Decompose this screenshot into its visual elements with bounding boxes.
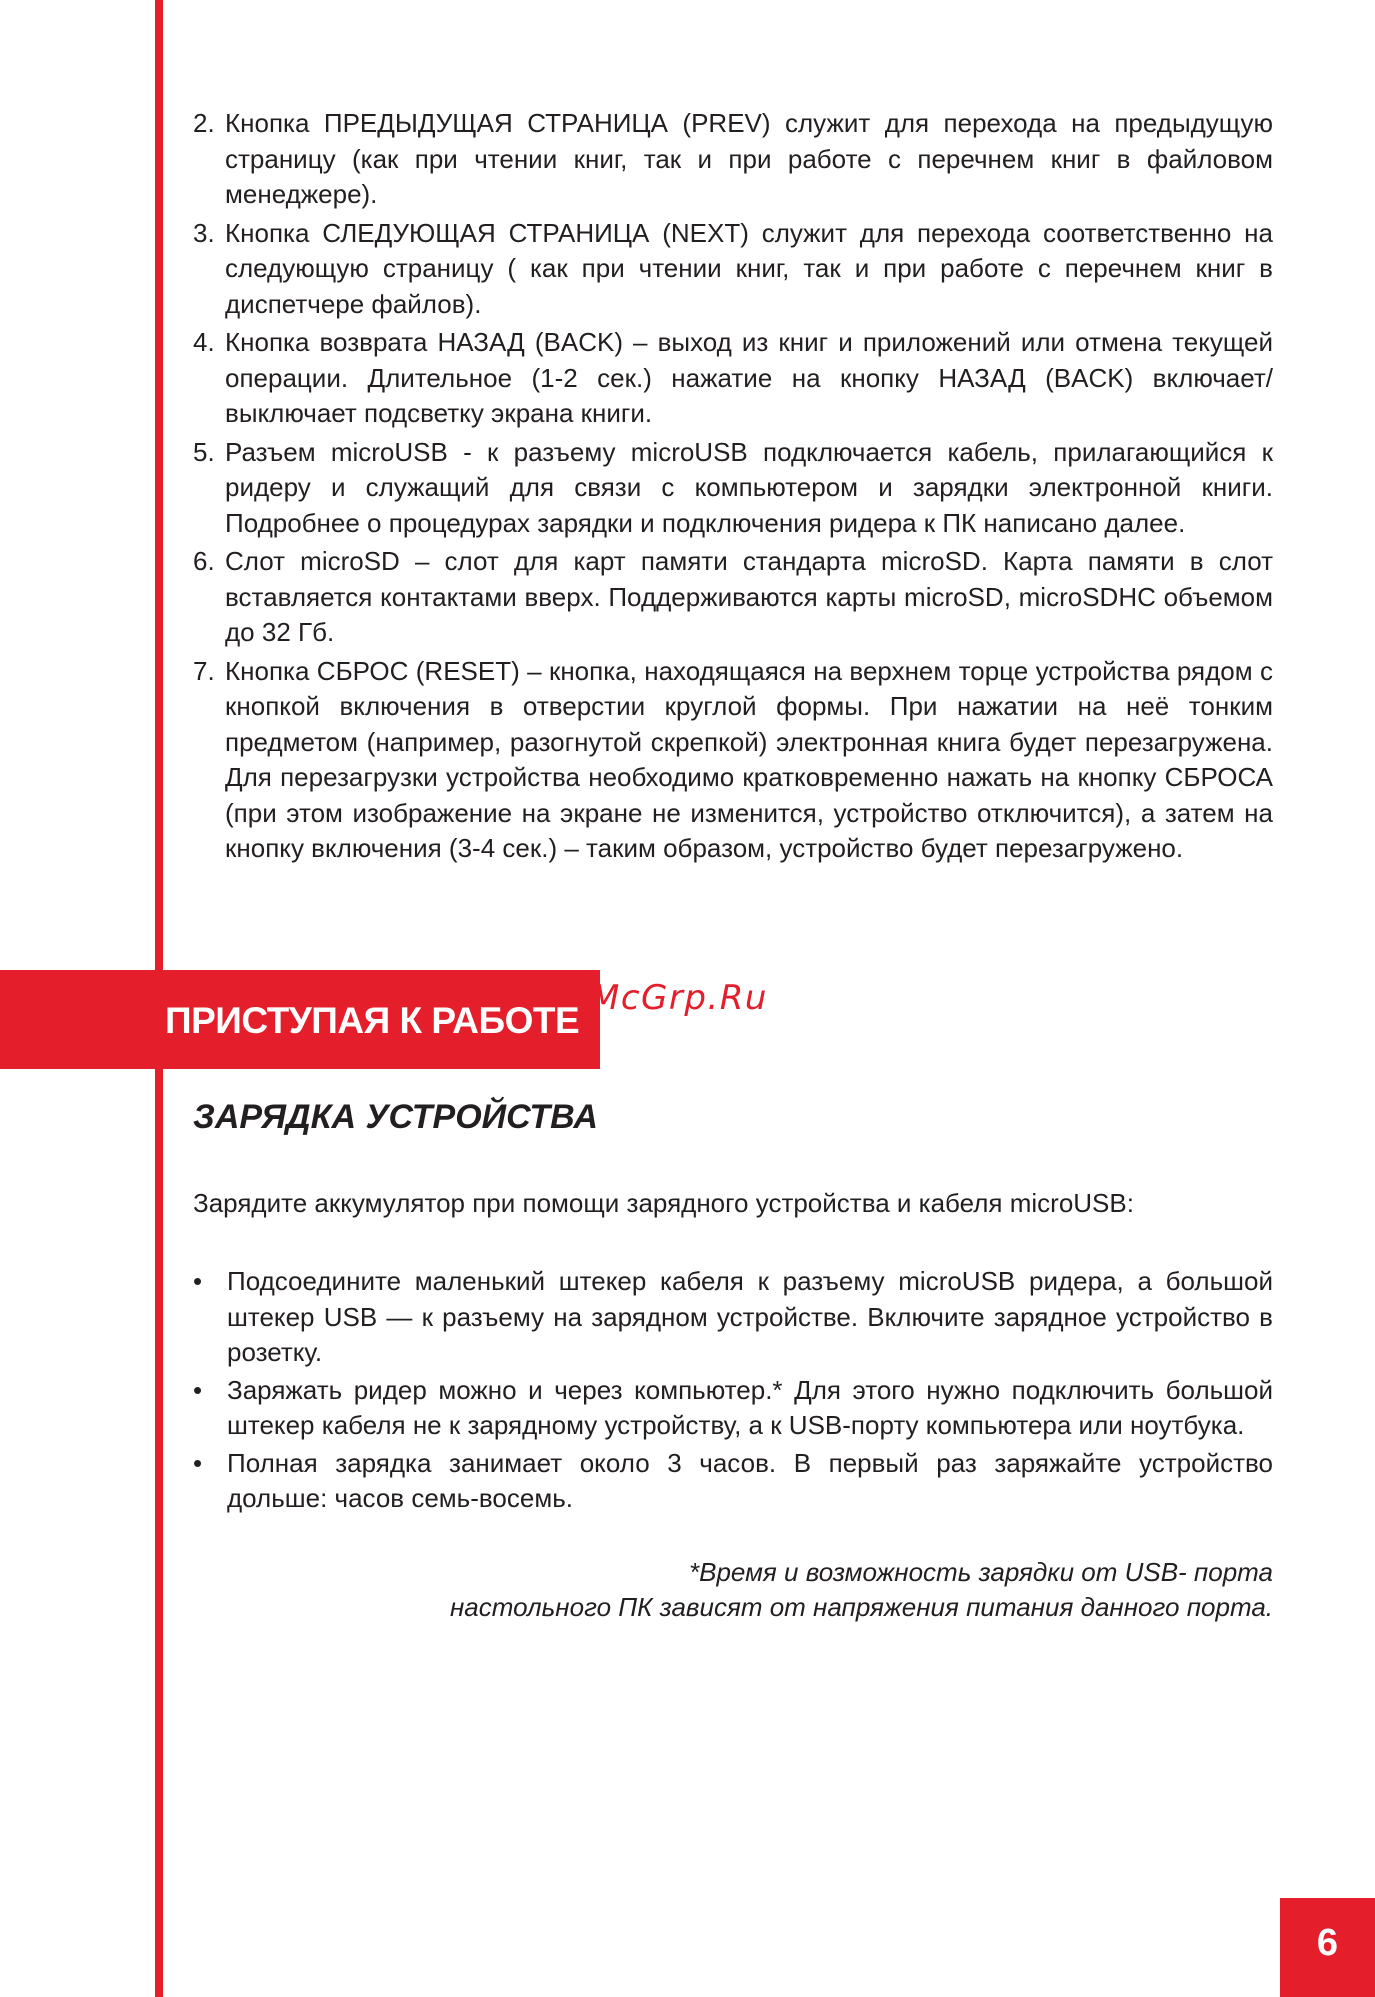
list-item	[193, 106, 1273, 213]
intro-paragraph: Зарядите аккумулятор при помощи зарядного устройства и кабеля microUSB:	[193, 1188, 1134, 1218]
list-item	[193, 654, 1273, 867]
watermark: McGrp.Ru	[590, 978, 768, 1018]
bullet-item	[193, 1446, 1273, 1517]
list-item-text: Слот microSD – слот для карт памяти стандарта microSD. Карта памяти в слот вставляется контактами вверх. Поддерживаются карты microSD, microSDHC объемом до 32 Гб.	[225, 546, 1273, 647]
subsection-title: ЗАРЯДКА УСТРОЙСТВА	[193, 1098, 598, 1136]
bullet-text: Заряжать ридер можно и через компьютер.* Для этого нужно подключить большой штекер кабеля не к зарядному устройству, а к USB-порту компьютера или ноутбука.	[227, 1374, 1273, 1440]
bullet-icon: •	[193, 1447, 203, 1478]
footnote-line: *Время и возможность зарядки от USB- порта	[689, 1557, 1273, 1587]
bullet-item	[193, 1373, 1273, 1444]
footnote-line: настольного ПК зависят от напряжения питания данного порта.	[449, 1592, 1273, 1622]
bullet-item	[193, 1264, 1273, 1371]
charging-bullet-list	[193, 1264, 1273, 1519]
footnote	[450, 1555, 1273, 1625]
section-title: ПРИСТУПАЯ К РАБОТЕ	[165, 1000, 580, 1041]
list-item-text: Разъем microUSB - к разъему microUSB подключается кабель, прилагающийся к ридеру и служащий для связи с компьютером и зарядки электронной книги. Подробнее о процедурах зарядки и подключения ридера к ПК написано далее.	[225, 436, 1273, 538]
list-item-text: Кнопка возврата НАЗАД (BACK) – выход из книг и приложений или отмена текущей операции. Длительное (1-2 сек.) нажатие на кнопку НАЗАД (BACK) включает/выключает подсветку экрана книги.	[225, 327, 1273, 428]
list-item-number: 5.	[193, 436, 215, 467]
bullet-text: Полная зарядка занимает около 3 часов. В первый раз заряжайте устройство дольше: часов семь-восемь.	[227, 1447, 1273, 1513]
page-number-box	[1280, 1898, 1375, 1997]
list-item	[193, 216, 1273, 323]
list-item-text: Кнопка ПРЕДЫДУЩАЯ СТРАНИЦА (PREV) служит для перехода на предыдущую страницу (как при чтении книг, так и при работе с перечнем книг в файловом менеджере).	[225, 108, 1273, 209]
list-item-number: 4.	[193, 327, 215, 357]
list-item-number: 7.	[193, 655, 215, 686]
list-item	[193, 325, 1273, 432]
bullet-icon: •	[193, 1266, 203, 1296]
bullet-text: Подсоедините маленький штекер кабеля к разъему microUSB ридера, а большой штекер USB — к разъему на зарядном устройстве. Включите зарядное устройство в розетку.	[227, 1266, 1273, 1367]
list-item	[193, 435, 1273, 542]
list-item-text: Кнопка СБРОС (RESET) – кнопка, находящаяся на верхнем торце устройства рядом с кнопкой включения в отверстии круглой формы. При нажатии на неё тонким предметом (например, разогнутой скрепкой) электронная книга будет перезагружена. Для перезагрузки устройства необходимо кратковременно нажать на кнопку СБРОСА (при этом изображение на экране не изменится, устройство отключится), а затем на кнопку включения (3-4 сек.) – таким образом, устройство будет перезагружено.	[225, 655, 1273, 863]
list-item-number: 2.	[193, 108, 215, 138]
controls-numbered-list	[193, 106, 1273, 870]
bullet-icon: •	[193, 1374, 203, 1405]
list-item-number: 6.	[193, 546, 215, 576]
page-number: 6	[1316, 1922, 1339, 1964]
list-item-text: Кнопка СЛЕДУЮЩАЯ СТРАНИЦА (NEXT) служит для перехода соответственно на следующую страницу ( как при чтении книг, так и при работе с перечнем книг в диспетчере файлов).	[225, 217, 1273, 319]
list-item-number: 3.	[193, 217, 215, 248]
list-item	[193, 544, 1273, 651]
